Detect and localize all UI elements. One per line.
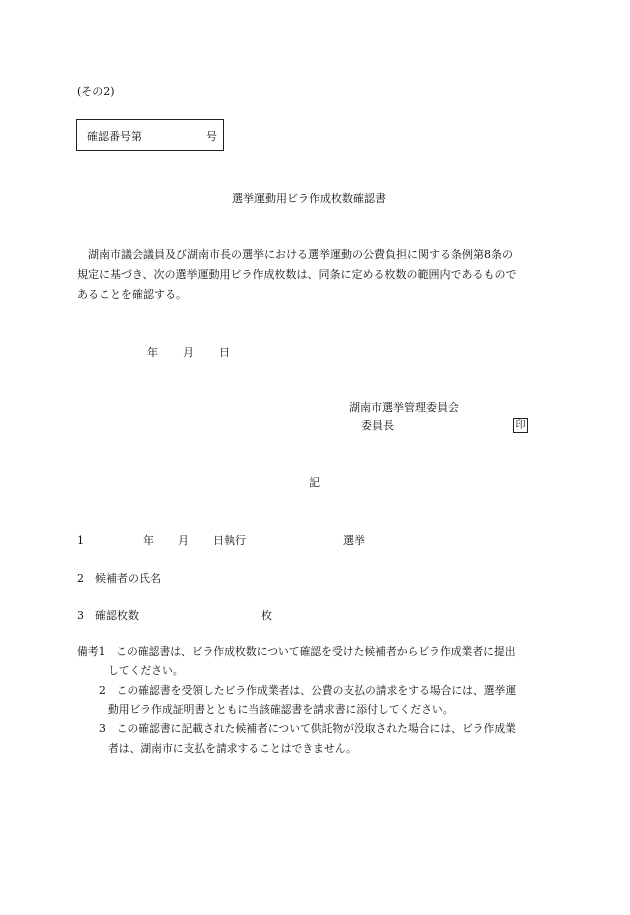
item1-election-label: 選挙 (343, 534, 365, 547)
item1-execution-label: 日執行 (213, 534, 246, 547)
date-year-label: 年 (147, 346, 158, 359)
date-month-label: 月 (183, 346, 194, 359)
confirmation-number-prefix: 確認番号第 (87, 130, 142, 143)
item1-month-label: 月 (178, 534, 189, 547)
note-1-line-2: してください。 (108, 664, 184, 677)
confirmation-number-suffix: 号 (206, 130, 217, 143)
item3-confirmed-count-label: 3 確認枚数 (77, 609, 139, 622)
seal-mark: 印 (513, 418, 528, 433)
note-1-line-1: 備考1 この確認書は、ビラ作成枚数について確認を受けた候補者からビラ作成業者に提出 (77, 645, 516, 658)
item1-number: 1 (77, 534, 84, 547)
note-3-line-1: 3 この確認書に記載された候補者について供託物が没取された場合には、ビラ作成業 (99, 722, 516, 735)
note-2-line-1: 2 この確認書を受領したビラ作成業者は、公費の支払の請求をする場合には、選挙運 (99, 684, 517, 697)
note-2-line-2: 動用ビラ作成証明書とともに当該確認書を請求書に添付してください。 (108, 703, 454, 716)
chair-label: 委員長 (361, 419, 394, 432)
item1-year-label: 年 (143, 534, 154, 547)
form-number: (その2) (77, 85, 115, 98)
item3-count-unit: 枚 (261, 609, 272, 622)
committee-name: 湖南市選挙管理委員会 (349, 401, 459, 414)
date-day-label: 日 (219, 346, 230, 359)
ki-heading: 記 (309, 476, 320, 489)
confirmation-number-box (76, 119, 224, 151)
note-3-line-2: 者は、湖南市に支払を請求することはできません。 (108, 742, 357, 755)
body-line-1: 湖南市議会議員及び湖南市長の選挙における選挙運動の公費負担に関する条例第8条の (88, 248, 513, 261)
body-line-2: 規定に基づき、次の選挙運動用ビラ作成枚数は、同条に定める枚数の範囲内であるもので (77, 268, 517, 281)
item2-candidate-name: 2 候補者の氏名 (77, 572, 161, 585)
body-line-3: あることを確認する。 (77, 288, 187, 301)
document-title: 選挙運動用ビラ作成枚数確認書 (232, 192, 386, 205)
